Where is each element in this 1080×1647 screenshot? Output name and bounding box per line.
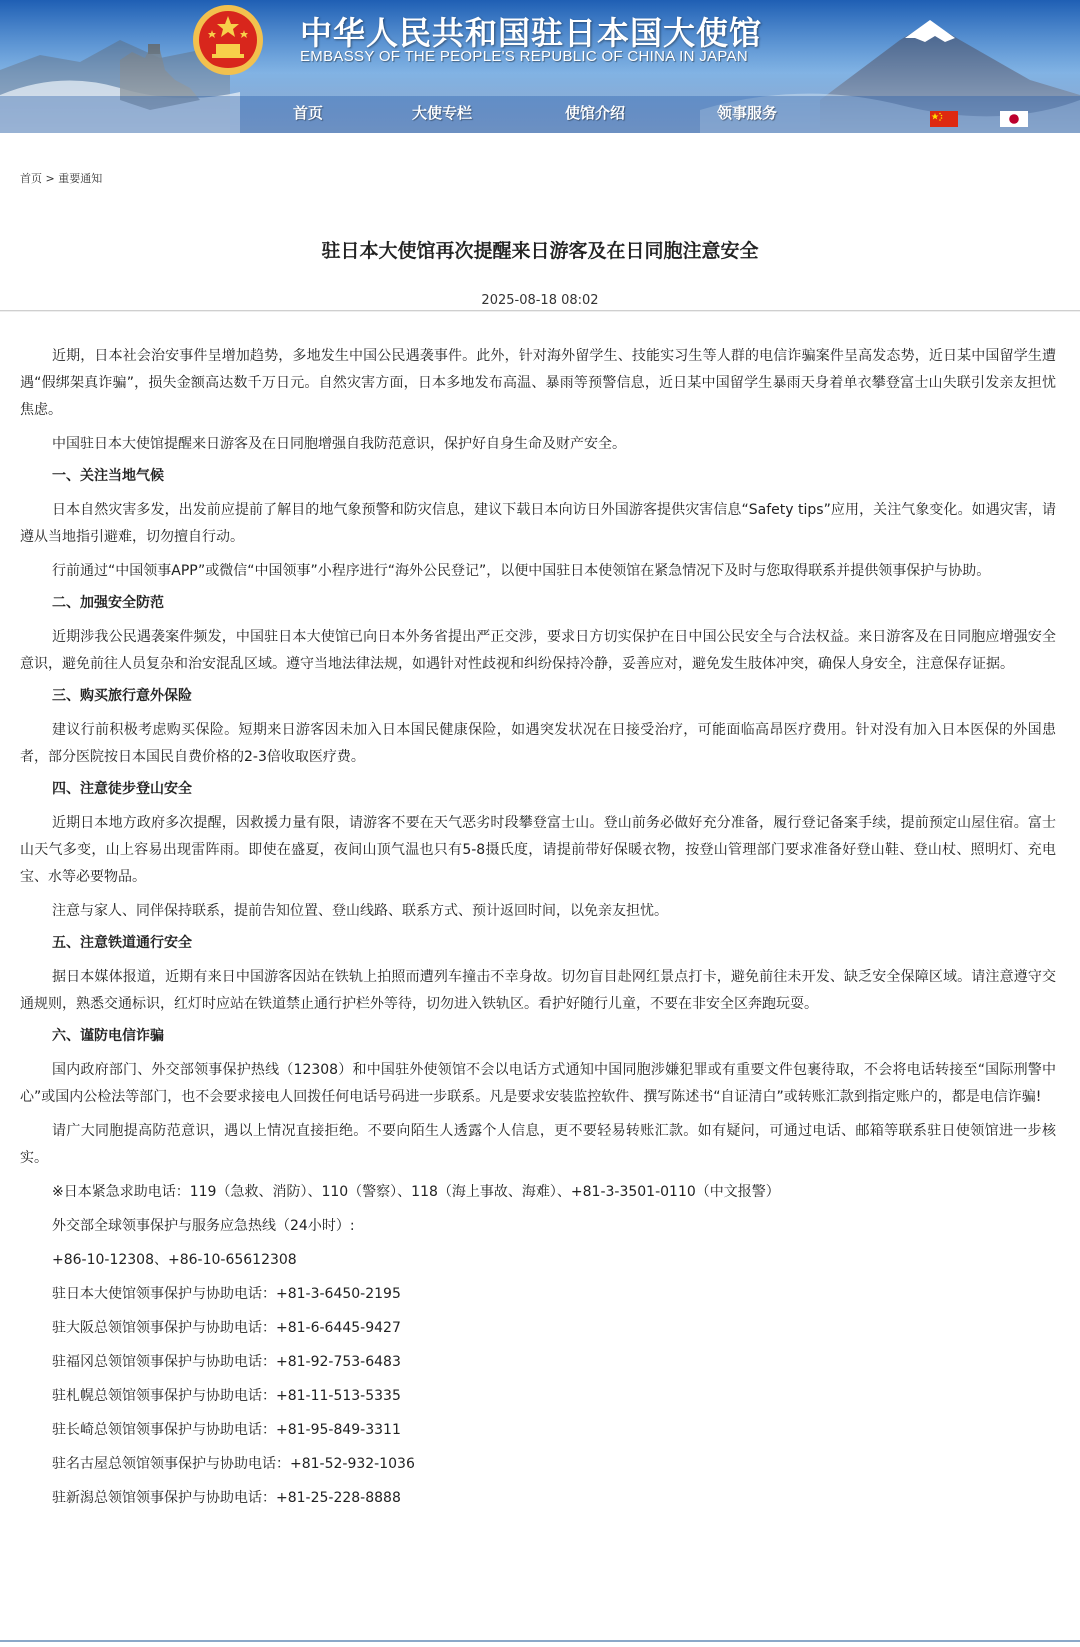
consulate-phone-line: 驻名古屋总领馆领事保护与协助电话：+81-52-932-1036 [52, 1456, 415, 1472]
section-heading: 一、关注当地气候 [52, 468, 164, 484]
title-divider [0, 310, 1080, 311]
consulate-phone-line: 驻长崎总领馆领事保护与协助电话：+81-95-849-3311 [52, 1422, 401, 1438]
breadcrumb-separator: > [45, 172, 55, 185]
paragraph: 建议行前积极考虑购买保险。短期来日游客因未加入日本国民健康保险，如遇突发状况在日接受治疗，可能面临高昂医疗费用。针对没有加入日本医保的外国患者，部分医院按日本国民自费价格的2-3倍收取医疗费。 [20, 722, 1056, 765]
paragraph: 日本自然灾害多发，出发前应提前了解目的地气象预警和防灾信息，建议下载日本向访日外国游客提供灾害信息“Safety tips”应用，关注气象变化。如遇灾害，请遵从当地指引避难，切勿擅自行动。 [20, 502, 1056, 545]
footer-rule [0, 1640, 1080, 1642]
consulate-phone-line: 驻福冈总领馆领事保护与协助电话：+81-92-753-6483 [52, 1354, 401, 1370]
paragraph: 近期涉我公民遇袭案件频发，中国驻日本大使馆已向日本外务省提出严正交涉，要求日方切实保护在日中国公民安全与合法权益。来日游客及在日同胞应增强安全意识，避免前往人员复杂和治安混乱区域。遵守当地法律法规，如遇针对性歧视和纠纷保持冷静，妥善应对，避免发生肢体冲突，确保人身安全，注意保存证据。 [20, 629, 1056, 672]
header-banner [0, 0, 1080, 133]
nav-embassy-intro[interactable]: 使馆介绍 [565, 104, 626, 122]
site-title-cn: 中华人民共和国驻日本国大使馆 [300, 14, 763, 52]
nav-home[interactable]: 首页 [293, 104, 324, 122]
paragraph: 请广大同胞提高防范意识，遇以上情况直接拒绝。不要向陌生人透露个人信息，更不要轻易转账汇款。如有疑问，可通过电话、邮箱等联系驻日使领馆进一步核实。 [20, 1123, 1056, 1166]
consulate-phone-line: 驻札幌总领馆领事保护与协助电话：+81-11-513-5335 [52, 1388, 401, 1404]
section-heading: 三、购买旅行意外保险 [52, 688, 192, 704]
article-body [20, 343, 1056, 1512]
article-date: 2025-08-18 08:02 [481, 293, 599, 308]
china-flag-icon[interactable] [930, 111, 958, 127]
hotline-numbers: +86-10-12308、+86-10-65612308 [52, 1252, 297, 1268]
nav-ambassador-column[interactable]: 大使专栏 [412, 104, 473, 122]
consulate-phone-line: 驻新潟总领馆领事保护与协助电话：+81-25-228-8888 [52, 1490, 401, 1506]
article-title: 驻日本大使馆再次提醒来日游客及在日同胞注意安全 [321, 240, 759, 262]
section-heading: 六、谨防电信诈骗 [52, 1028, 164, 1044]
paragraph: 中国驻日本大使馆提醒来日游客及在日同胞增强自我防范意识，保护好自身生命及财产安全。 [52, 436, 626, 452]
section-heading: 五、注意铁道通行安全 [52, 935, 192, 951]
paragraph: 近期日本地方政府多次提醒，因救援力量有限，请游客不要在天气恶劣时段攀登富士山。登山前务必做好充分准备，履行登记备案手续，提前预定山屋住宿。富士山天气多变，山上容易出现雷阵雨。即使在盛夏，夜间山顶气温也只有5-8摄氏度，请提前带好保暖衣物，按登山管理部门要求准备好登山鞋、登山杖、照明灯、充电宝、水等必要物品。 [20, 815, 1056, 885]
hotline-label: 外交部全球领事保护与服务应急热线（24小时）: [52, 1218, 355, 1234]
paragraph: 注意与家人、同伴保持联系，提前告知位置、登山线路、联系方式、预计返回时间，以免亲友担忧。 [52, 903, 668, 919]
national-emblem-icon [190, 2, 266, 78]
section-heading: 二、加强安全防范 [52, 595, 164, 611]
paragraph: 近期，日本社会治安事件呈增加趋势，多地发生中国公民遇袭事件。此外，针对海外留学生、技能实习生等人群的电信诈骗案件呈高发态势，近日某中国留学生遭遇“假绑架真诈骗”，损失金额高达数千万日元。自然灾害方面，日本多地发布高温、暴雨等预警信息，近日某中国留学生暴雨天身着单衣攀登富士山失联引发亲友担忧焦虑。 [20, 348, 1056, 418]
section-heading: 四、注意徒步登山安全 [52, 781, 192, 797]
paragraph: 行前通过“中国领事APP”或微信“中国领事”小程序进行“海外公民登记”，以便中国驻日本使领馆在紧急情况下及时与您取得联系并提供领事保护与协助。 [52, 563, 991, 579]
site-title-en: EMBASSY OF THE PEOPLE'S REPUBLIC OF CHINA IN JAPAN [300, 48, 748, 65]
nav-consular-service[interactable]: 领事服务 [717, 104, 778, 122]
consulate-phone-line: 驻日本大使馆领事保护与协助电话：+81-3-6450-2195 [52, 1286, 401, 1302]
paragraph: 据日本媒体报道，近期有来日中国游客因站在铁轨上拍照而遭列车撞击不幸身故。切勿盲目赴网红景点打卡，避免前往未开发、缺乏安全保障区域。请注意遵守交通规则，熟悉交通标识，红灯时应站在铁道禁止通行护栏外等待，切勿进入铁轨区。看护好随行儿童，不要在非安全区奔跑玩耍。 [20, 969, 1056, 1012]
breadcrumb [20, 170, 102, 186]
breadcrumb-current-link[interactable]: 重要通知 [58, 172, 103, 185]
paragraph: 国内政府部门、外交部领事保护热线（12308）和中国驻外使领馆不会以电话方式通知中国同胞涉嫌犯罪或有重要文件包裹待取，不会将电话转接至“国际刑警中心”或国内公检法等部门，也不会要求接电人回拨任何电话号码进一步联系。凡是要求安装监控软件、撰写陈述书“自证清白”或转账汇款到指定账户的，都是电信诈骗! [20, 1062, 1056, 1105]
emergency-phone-line: ※日本紧急求助电话：119（急救、消防）、110（警察）、118（海上事故、海难）、+81-3-3501-0110（中文报警） [52, 1184, 780, 1200]
breadcrumb-home-link[interactable]: 首页 [20, 172, 42, 185]
consulate-phone-line: 驻大阪总领馆领事保护与协助电话：+81-6-6445-9427 [52, 1320, 401, 1336]
japan-flag-icon[interactable] [1000, 111, 1028, 127]
